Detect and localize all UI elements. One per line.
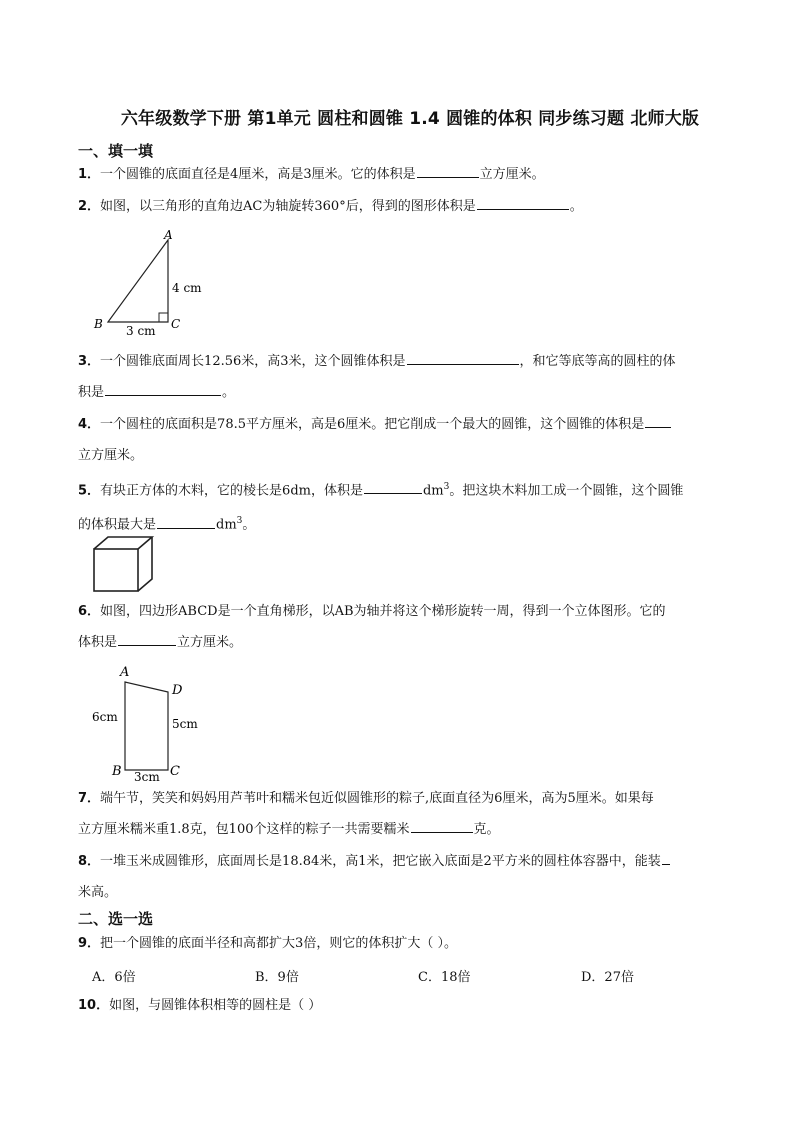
- question-text: 如图，以三角形的直角边AC为轴旋转360°后，得到的图形体积是: [100, 199, 476, 214]
- question-text: 立方厘米。: [177, 635, 243, 650]
- question-text: 如图，与圆锥体积相等的圆柱是（ ）: [109, 998, 322, 1013]
- unit: dm: [422, 483, 444, 499]
- question-number: 6．: [78, 604, 101, 619]
- triangle-figure: [88, 224, 218, 338]
- vertex-b-label: B: [94, 317, 103, 331]
- question-text: ，和它等底等高的圆柱的体: [519, 354, 676, 369]
- question-number: 8．: [78, 854, 101, 869]
- question-number: 7．: [78, 791, 101, 806]
- choice-b[interactable]: B．9倍: [255, 970, 299, 985]
- answer-blank[interactable]: [105, 381, 221, 396]
- question-text: 把一个圆锥的底面半径和高都扩大3倍，则它的体积扩大（ ）。: [100, 936, 457, 951]
- question-number: 9．: [78, 936, 101, 951]
- unit: dm: [216, 517, 237, 533]
- choice-d[interactable]: D．27倍: [581, 970, 634, 985]
- question-text: 立方厘米。: [479, 167, 545, 182]
- answer-blank[interactable]: [157, 514, 215, 529]
- answer-blank[interactable]: [411, 818, 473, 833]
- question-text: 一个圆锥的底面直径是4厘米，高是3厘米。它的体积是: [100, 167, 416, 182]
- question-2: [78, 191, 748, 222]
- question-number: 5．: [78, 483, 101, 499]
- question-number: 10．: [78, 998, 110, 1013]
- choice-a[interactable]: A．6倍: [92, 970, 136, 985]
- side-bc-label: 3cm: [134, 770, 160, 784]
- side-cd-label: 5cm: [172, 717, 198, 731]
- question-number: 1．: [78, 167, 101, 182]
- question-number: 2．: [78, 199, 101, 214]
- side-bc-label: 3 cm: [126, 324, 156, 338]
- vertex-b-label: B: [112, 764, 122, 779]
- question-4: [78, 409, 748, 471]
- answer-blank[interactable]: [477, 195, 569, 210]
- question-text: 一个圆锥底面周长12.56米，高3米，这个圆锥体积是: [100, 354, 406, 369]
- question-number: 3．: [78, 354, 101, 369]
- triangle-shape: [108, 240, 168, 322]
- question-text: 立方厘米。: [78, 448, 144, 463]
- question-text: 立方厘米糯米重1.8克，包100个这样的粽子一共需要糯米: [78, 822, 410, 837]
- vertex-c-label: C: [170, 764, 180, 779]
- side-ab-label: 6cm: [92, 710, 118, 724]
- cube-top-face: [94, 537, 152, 549]
- answer-blank[interactable]: [662, 850, 670, 865]
- cube-front-face: [94, 549, 138, 591]
- vertex-a-label: A: [164, 228, 173, 242]
- cube-side-face: [138, 537, 152, 591]
- page-title: 六年级数学下册 第1单元 圆柱和圆锥 1.4 圆锥的体积 同步练习题 北师大版: [120, 109, 700, 129]
- question-5: [78, 472, 748, 541]
- answer-blank[interactable]: [118, 631, 176, 646]
- section-fill-heading: 一、填一填: [78, 142, 154, 160]
- vertex-a-label: A: [120, 665, 130, 680]
- question-text: 有块正方体的木料，它的棱长是6dm，体积是: [100, 483, 363, 499]
- answer-blank[interactable]: [364, 479, 422, 494]
- trapezoid-figure: [88, 660, 218, 784]
- question-text: 一个圆柱的底面积是78.5平方厘米，高是6厘米。把它削成一个最大的圆锥，这个圆锥的体积是: [100, 417, 645, 432]
- question-text: 。: [242, 517, 256, 533]
- question-text: 米高。: [78, 885, 118, 900]
- question-text: 克。: [473, 822, 500, 837]
- question-6: [78, 596, 748, 658]
- question-text: 体积是: [78, 635, 118, 650]
- question-text: 如图，四边形ABCD是一个直角梯形，以AB为轴并将这个梯形旋转一周，得到一个立体图形。它的: [100, 604, 666, 619]
- question-text: 的体积最大是: [78, 517, 157, 533]
- answer-blank[interactable]: [407, 350, 519, 365]
- cube-figure: [90, 535, 160, 595]
- question-1: [78, 159, 748, 190]
- question-text: 。把这块木料加工成一个圆锥，这个圆锥: [449, 483, 684, 499]
- vertex-d-label: D: [172, 683, 183, 698]
- question-text: 端午节，笑笑和妈妈用芦苇叶和糯米包近似圆锥形的粽子,底面直径为6厘米，高为5厘米。如果每: [100, 791, 654, 806]
- question-text: 一堆玉米成圆锥形，底面周长是18.84米，高1米，把它嵌入底面是2平方米的圆柱体容器中，能装: [100, 854, 661, 869]
- unit-exponent: 3: [236, 516, 243, 527]
- question-7: [78, 783, 748, 845]
- question-text: 。: [222, 385, 236, 400]
- side-ac-label: 4 cm: [172, 281, 202, 295]
- section-choose-heading: 二、选一选: [78, 910, 154, 928]
- question-8: [78, 846, 748, 908]
- question-text: 。: [569, 199, 583, 214]
- question-number: 4．: [78, 417, 101, 432]
- question-9: [78, 928, 748, 959]
- question-3: [78, 346, 748, 408]
- trapezoid-shape: [125, 682, 168, 770]
- question-10: [78, 990, 748, 1021]
- vertex-c-label: C: [171, 317, 181, 331]
- answer-blank[interactable]: [645, 413, 671, 428]
- answer-blank[interactable]: [417, 163, 479, 178]
- right-angle-mark: [159, 313, 168, 322]
- question-text: 积是: [78, 385, 105, 400]
- unit-exponent: 3: [443, 482, 450, 492]
- choice-c[interactable]: C．18倍: [418, 970, 471, 985]
